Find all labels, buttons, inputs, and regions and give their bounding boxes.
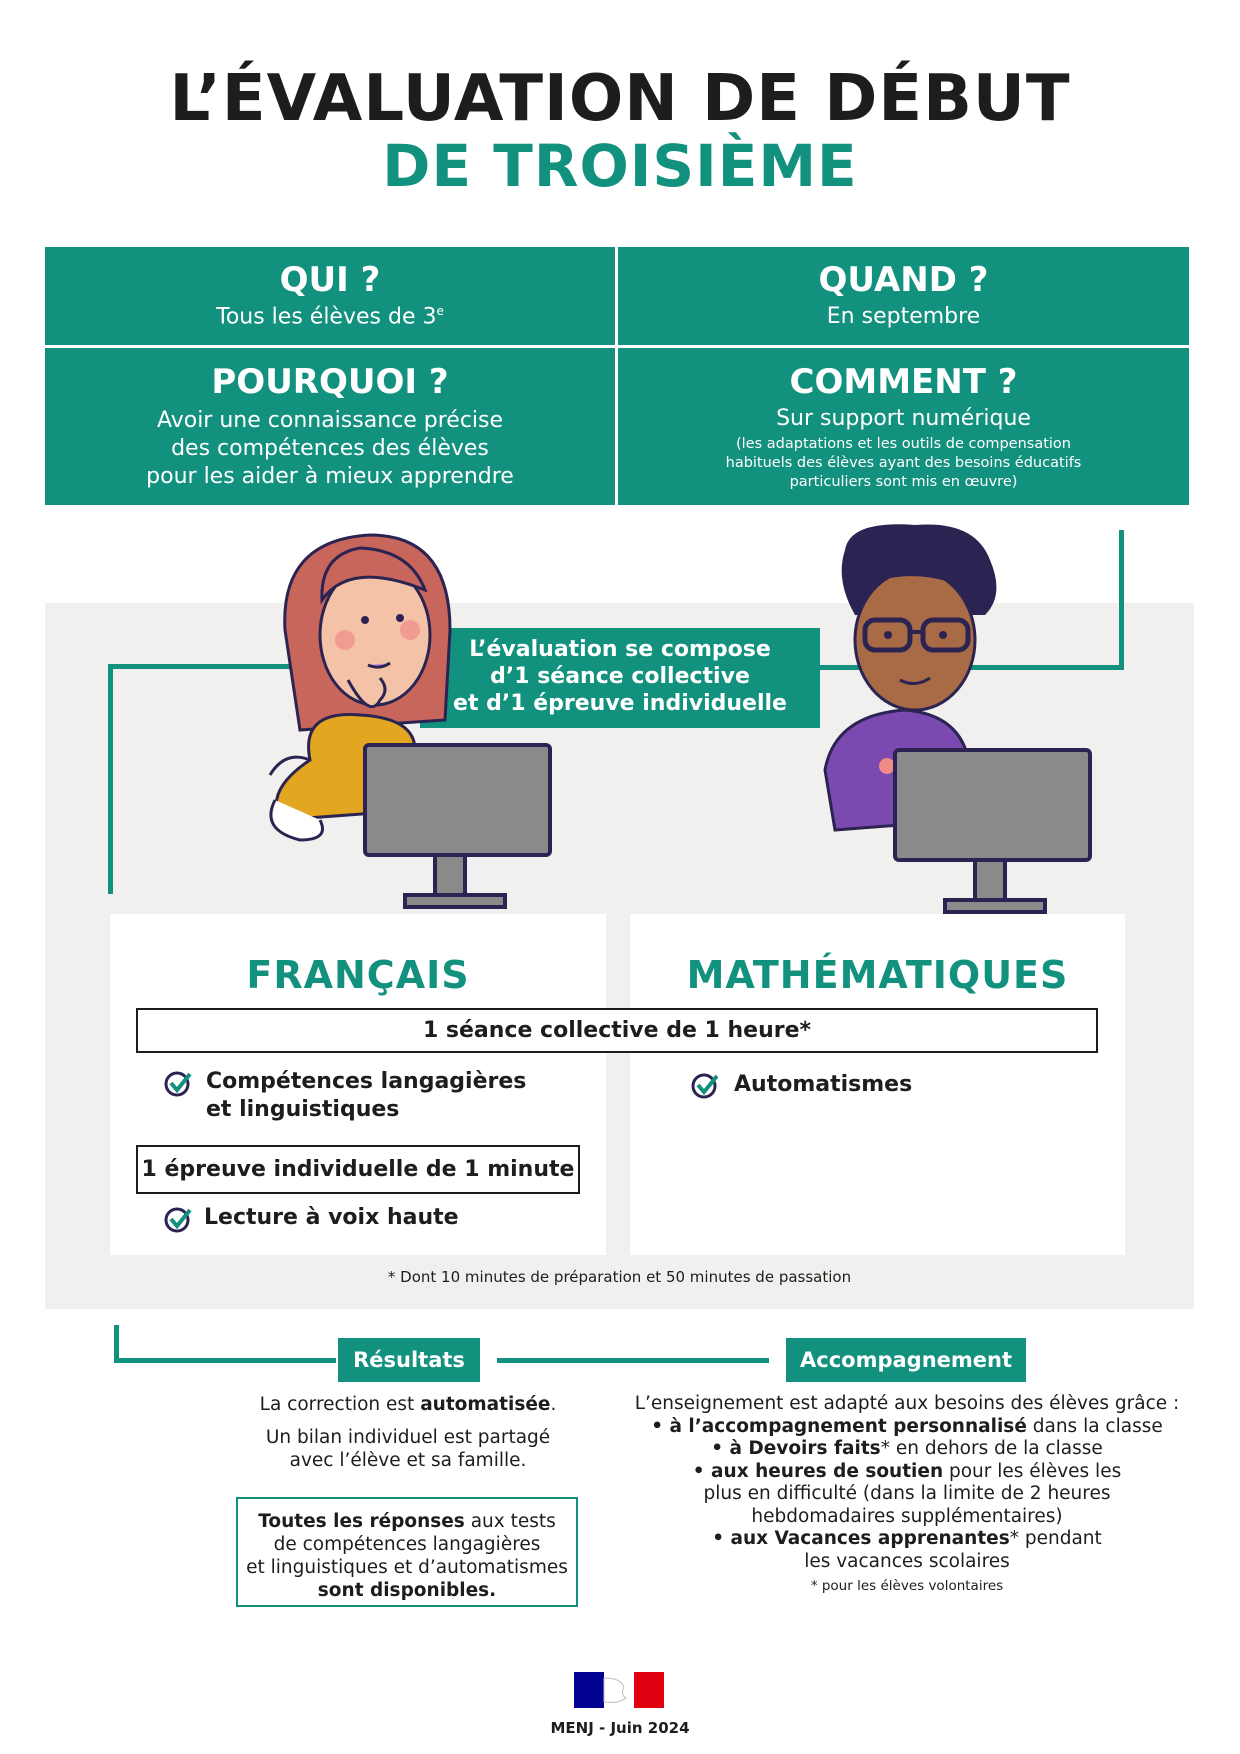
maths-item-automatismes: Automatismes xyxy=(734,1072,913,1097)
check-icon xyxy=(163,1205,193,1235)
francais-item-lecture: Lecture à voix haute xyxy=(204,1205,459,1230)
resultats-box: Toutes les réponses aux tests de compétences langagières et linguistiques et d’automatismes sont disponibles. xyxy=(236,1497,578,1607)
maths-title: MATHÉMATIQUES xyxy=(686,953,1069,997)
check-icon xyxy=(690,1071,720,1101)
check-icon xyxy=(163,1069,193,1099)
comment-heading: COMMENT ? xyxy=(789,362,1018,402)
results-connector-middle xyxy=(497,1358,769,1363)
qui-heading: QUI ? xyxy=(279,260,381,300)
quand-text: En septembre xyxy=(826,304,981,329)
accompagnement-tag: Accompagnement xyxy=(786,1338,1026,1382)
pourquoi-text: Avoir une connaissance précise des compétences des élèves pour les aider à mieux apprendre xyxy=(146,408,514,489)
seance-collective-box: 1 séance collective de 1 heure* xyxy=(136,1008,1098,1053)
qui-text: Tous les élèves de 3e xyxy=(216,304,444,330)
results-connector-bottom xyxy=(114,1358,336,1363)
quand-heading: QUAND ? xyxy=(818,260,989,300)
footer-text: MENJ - Juin 2024 xyxy=(550,1719,690,1737)
computer-left-icon xyxy=(360,740,560,915)
cell-pourquoi xyxy=(45,348,615,505)
comment-text: Sur support numérique xyxy=(776,406,1031,431)
accompagnement-text: L’enseignement est adapté aux besoins des élèves grâce : • à l’accompagnement personnalisé dans la classe • à Devoirs faits* en dehors de la classe • aux heures de soutien pour les élèves les plus en difficulté (dans la limite de 2 heures hebdomadaires supplémentaires) • aux Vacances apprenantes* pendant les vacances scolaires * pour les élèves volontaires xyxy=(634,1393,1180,1594)
resultats-tag: Résultats xyxy=(338,1338,480,1382)
francais-item-competences: Compétences langagières et linguistiques xyxy=(206,1069,527,1122)
page-title: L’ÉVALUATION DE DÉBUT xyxy=(169,62,1071,136)
connector-line-right xyxy=(1119,530,1124,670)
resultats-text: La correction est automatisée. Un bilan individuel est partagé avec l’élève et sa famille. xyxy=(259,1394,557,1471)
connector-line-left xyxy=(108,664,113,894)
cell-qui xyxy=(45,247,615,345)
epreuve-individuelle-box: 1 épreuve individuelle de 1 minute xyxy=(136,1145,580,1194)
francais-title: FRANÇAIS xyxy=(246,953,470,997)
cell-comment xyxy=(618,348,1189,505)
page-subtitle: DE TROISIÈME xyxy=(382,132,858,200)
pourquoi-heading: POURQUOI ? xyxy=(211,362,449,402)
composition-banner: L’évaluation se compose d’1 séance collective et d’1 épreuve individuelle xyxy=(420,628,820,728)
footnote: * Dont 10 minutes de préparation et 50 minutes de passation xyxy=(387,1268,852,1286)
cell-quand xyxy=(618,247,1189,345)
computer-right-icon xyxy=(890,745,1100,920)
republique-francaise-logo xyxy=(574,1672,664,1708)
comment-note: (les adaptations et les outils de compensation habituels des élèves ayant des besoins éducatifs particuliers sont mis en œuvre) xyxy=(725,436,1082,490)
